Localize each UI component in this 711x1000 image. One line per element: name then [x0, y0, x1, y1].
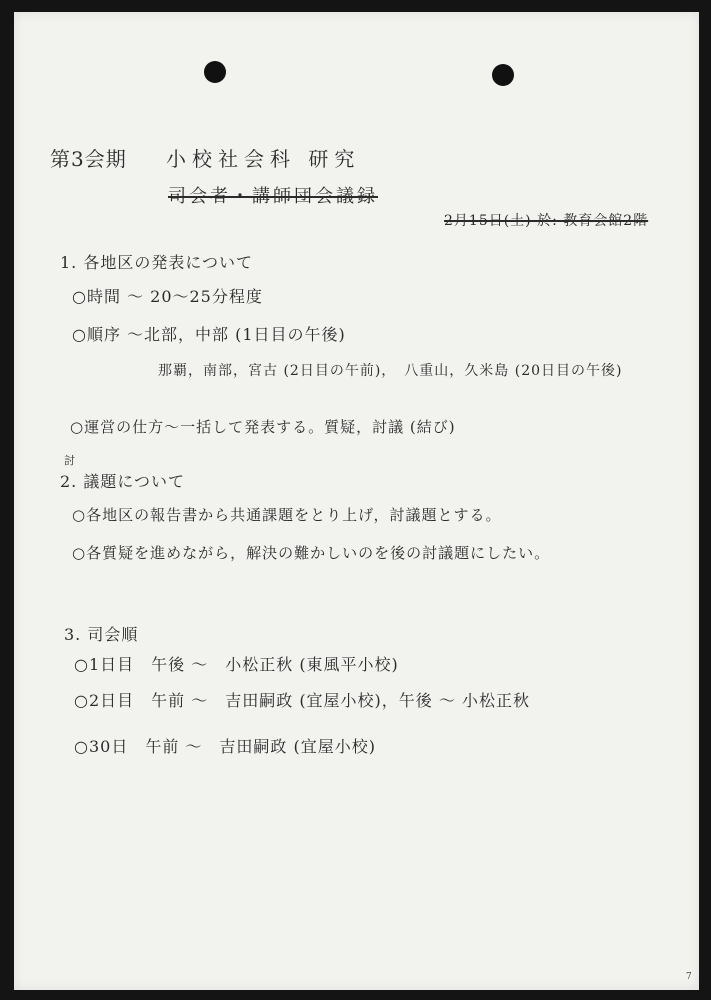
document-page: [14, 12, 699, 990]
list-item: ○運営の仕方～一括して発表する。質疑，討議 (結び): [70, 418, 456, 436]
section-heading: 3. 司会順: [64, 625, 139, 644]
list-item: ○各質疑を進めながら，解決の難かしいのを後の討議題にしたい。: [72, 544, 551, 562]
section-heading: 1. 各地区の発表について: [60, 253, 254, 272]
page-number: 7: [686, 972, 693, 982]
list-item: 那覇，南部，宮古 (2日目の午前)， 八重山，久米島 (20日目の午後): [158, 363, 623, 379]
meeting-date: 2月15日(土) 於: 教育会館2階: [444, 213, 649, 229]
session-number: 第3会期: [50, 147, 127, 171]
list-item: ○30日 午前 ～ 吉田嗣政 (宜屋小校): [74, 737, 376, 756]
punch-hole: [204, 61, 226, 83]
heading-annotation: 討: [64, 454, 76, 467]
list-item: ○時間 ～ 20～25分程度: [72, 287, 263, 306]
list-item: ○各地区の報告書から共通課題をとり上げ，討議題とする。: [72, 506, 502, 524]
document-title: 小校社会科 研究: [166, 147, 361, 171]
document-subtitle: 司会者・講師団会議録: [168, 186, 378, 207]
punch-hole: [492, 64, 514, 86]
list-item: ○2日目 午前 ～ 吉田嗣政 (宜屋小校)，午後 ～ 小松正秋: [74, 691, 530, 710]
section-heading: 2. 議題について: [60, 472, 186, 491]
list-item: ○1日目 午後 ～ 小松正秋 (東風平小校): [74, 655, 399, 674]
list-item: ○順序 ～北部，中部 (1日目の午後): [72, 325, 346, 344]
